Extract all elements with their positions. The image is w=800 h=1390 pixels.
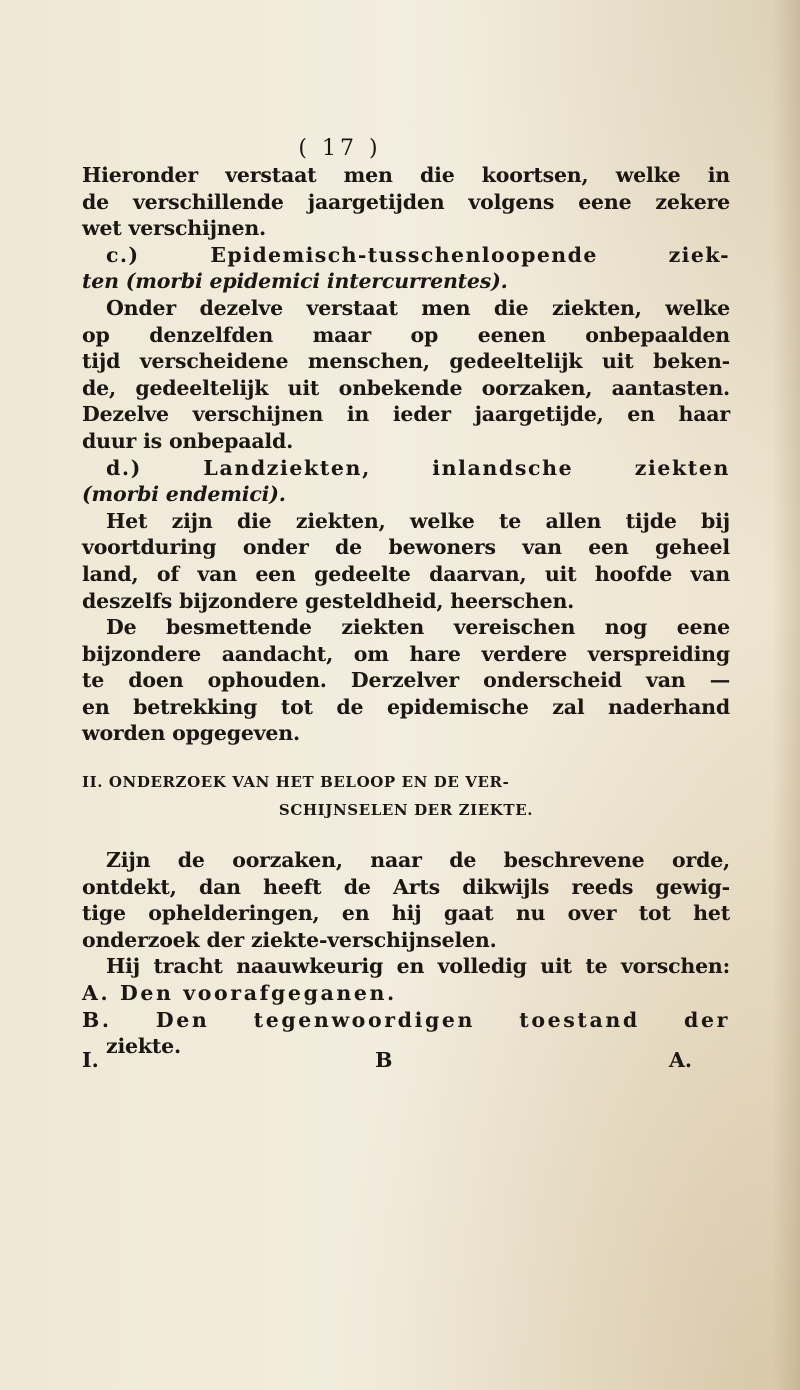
page-edge-shadow — [772, 0, 800, 1390]
page-number: ( 17 ) — [298, 136, 382, 161]
text-line: en betrekking tot de epidemische zal naderhand — [82, 694, 730, 719]
text-line: onderzoek der ziekte-verschijnselen. — [82, 927, 497, 952]
text-line: worden opgegeven. — [82, 721, 300, 746]
text-line: De besmettende ziekten vereischen nog eene — [106, 615, 730, 640]
text-line: de, gedeeltelijk uit onbekende oorzaken, aantasten. — [82, 375, 730, 400]
text-line: Zijn de oorzaken, naar de beschrevene orde, — [106, 848, 730, 873]
text-line: Dezelve verschijnen in ieder jaargetijde, en haar — [82, 402, 730, 427]
text-line: Hij tracht naauwkeurig en volledig uit te vorschen: — [106, 954, 730, 979]
text-line: deszelfs bijzondere gesteldheid, heerschen. — [82, 588, 575, 613]
text-line: Hieronder verstaat men die koortsen, welke in — [82, 163, 730, 187]
text-line: voortduring onder de bewoners van een geheel — [82, 535, 730, 560]
section-heading: II. ONDERZOEK VAN HET BELOOP EN DE VER- — [82, 773, 510, 792]
text-line: de verschillende jaargetijden volgens eene zekere — [82, 189, 730, 214]
footer-left: I. — [82, 1048, 99, 1072]
body-text — [82, 162, 730, 1060]
text-line: duur is onbepaald. — [82, 428, 294, 453]
text-line: te doen ophouden. Derzelver onderscheid van — — [82, 668, 730, 693]
text-line: ontdekt, dan heeft de Arts dikwijls reeds gewig- — [82, 874, 730, 899]
text-line: Het zijn die ziekten, welke te allen tijde bij — [106, 508, 730, 533]
footer-center: B — [375, 1048, 393, 1072]
section-heading-continued: SCHIJNSELEN DER ZIEKTE. — [278, 801, 534, 820]
signature-line — [82, 1048, 692, 1072]
footer-right: A. — [668, 1048, 692, 1072]
text-line: tijd verscheidene menschen, gedeeltelijk uit beken- — [82, 349, 730, 374]
text-line: bijzondere aandacht, om hare verdere verspreiding — [82, 641, 730, 666]
subsection-title: (morbi endemici). — [82, 482, 286, 507]
subsection-title: d.) Landziekten, inlandsche ziekten — [106, 455, 730, 480]
subsection-title: ten (morbi epidemici intercurrentes). — [82, 269, 508, 294]
text-line: land, of van een gedeelte daarvan, uit hoofde van — [82, 561, 730, 586]
list-item: B. Den tegenwoordigen toestand der — [82, 1007, 730, 1032]
list-item: A. Den voorafgeganen. — [82, 981, 397, 1006]
subsection-title: c.) Epidemisch-tusschenloopende ziek- — [106, 242, 730, 267]
text-line: wet verschijnen. — [82, 216, 266, 241]
text-line: ziekte. — [106, 1034, 181, 1059]
text-line: tige ophelderingen, en hij gaat nu over tot het — [82, 901, 730, 926]
text-line: op denzelfden maar op eenen onbepaalden — [82, 322, 730, 347]
text-line: Onder dezelve verstaat men die ziekten, welke — [106, 295, 730, 320]
